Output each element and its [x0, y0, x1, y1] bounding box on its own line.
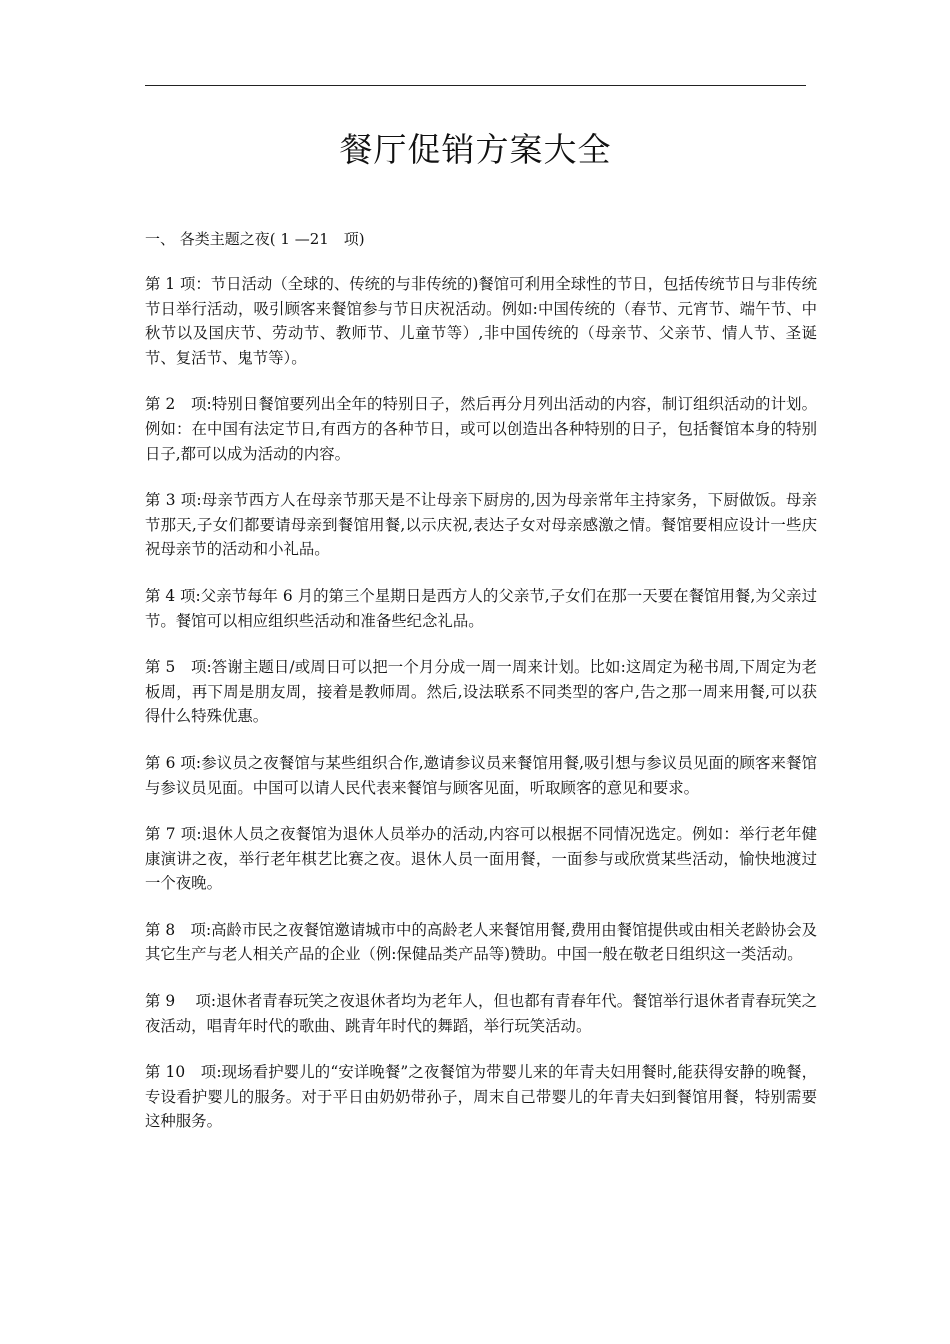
paragraph-item-1: 第 1 项：节日活动（全球的、传统的与非传统的)餐馆可利用全球性的节日，包括传统节日与非传统节日举行活动，吸引顾客来餐馆参与节日庆祝活动。例如:中国传统的（春节、元宵节、端午节、中秋节以及国庆节、劳动节、教师节、儿童节等）,非中国传统的（母亲节、父亲节、情人节、圣诞节、复活节、鬼节等）。: [145, 275, 817, 367]
paragraph-item-6: 第 6 项:参议员之夜餐馆与某些组织合作,邀请参议员来餐馆用餐,吸引想与参议员见面的顾客来餐馆与参议员见面。中国可以请人民代表来餐馆与顾客见面，听取顾客的意见和要求。: [145, 753, 818, 797]
paragraph-item-2: 第 2 项:特别日餐馆要列出全年的特别日子，然后再分月列出活动的内容，制订组织活动的计划。例如：在中国有法定节日,有西方的各种节日，或可以创造出各种特别的日子，包括餐馆本身的特别日子,都可以成为活动的内容。: [145, 395, 817, 463]
paragraph-item-7: 第 7 项:退休人员之夜餐馆为退休人员举办的活动,内容可以根据不同情况选定。例如：举行老年健康演讲之夜，举行老年棋艺比赛之夜。退休人员一面用餐，一面参与或欣赏某些活动，愉快地渡过一个夜晚。: [145, 825, 817, 893]
paragraph-item-8: 第 8 项:高龄市民之夜餐馆邀请城市中的高龄老人来餐馆用餐,费用由餐馆提供或由相关老龄协会及其它生产与老人相关产品的企业（例:保健品类产品等)赞助。中国一般在敬老日组织这一类活动。: [145, 920, 817, 964]
paragraph-item-10: 第 10 项:现场看护婴儿的“安详晚餐”之夜餐馆为带婴儿来的年青夫妇用餐时,能获得安静的晚餐，专设看护婴儿的服务。对于平日由奶奶带孙子，周末自己带婴儿的年青夫妇到餐馆用餐，特别需要这种服务。: [145, 1063, 817, 1131]
section-heading: 一、 各类主题之夜( 1 —21 项): [145, 230, 365, 248]
document-title: 餐厅促销方案大全: [339, 130, 612, 169]
document-body: [145, 272, 817, 1156]
header-rule: [145, 85, 806, 86]
paragraph-item-4: 第 4 项:父亲节每年 6 月的第三个星期日是西方人的父亲节,子女们在那一天要在餐馆用餐,为父亲过节。餐馆可以相应组织些活动和准备些纪念礼品。: [145, 586, 817, 630]
paragraph-item-9: 第 9 项:退休者青春玩笑之夜退休者均为老年人，但也都有青春年代。餐馆举行退休者青春玩笑之夜活动，唱青年时代的歌曲、跳青年时代的舞蹈，举行玩笑活动。: [145, 992, 817, 1035]
paragraph-item-5: 第 5 项:答谢主题日/或周日可以把一个月分成一周一周来计划。比如:这周定为秘书周,下周定为老板周，再下周是朋友周，接着是教师周。然后,设法联系不同类型的客户,告之那一周来用餐,可以获得什么特殊优惠。: [145, 658, 817, 726]
paragraph-item-3: 第 3 项:母亲节西方人在母亲节那天是不让母亲下厨房的,因为母亲常年主持家务，下厨做饭。母亲节那天,子女们都要请母亲到餐馆用餐,以示庆祝,表达子女对母亲感激之情。餐馆要相应设计一些庆祝母亲节的活动和小礼品。: [145, 491, 817, 559]
